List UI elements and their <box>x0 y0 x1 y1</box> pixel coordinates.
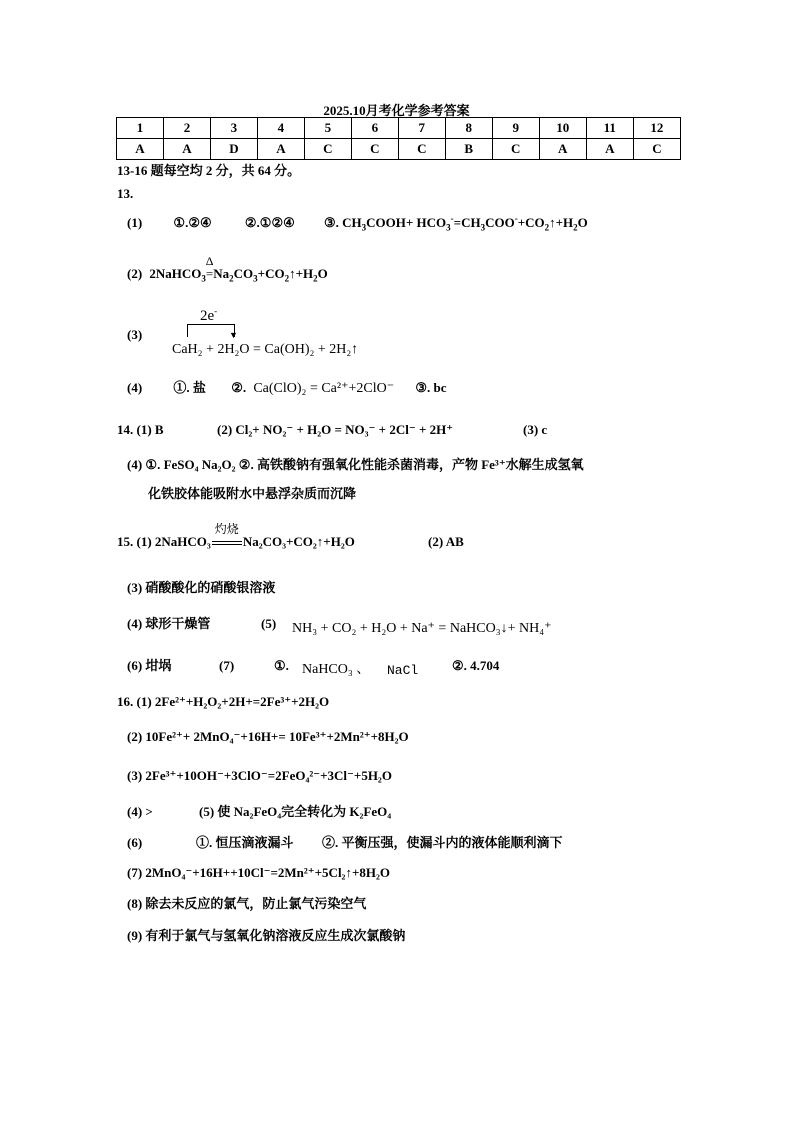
eq-text: COO <box>485 215 515 230</box>
table-cell: A <box>539 139 586 160</box>
electron-transfer-bracket <box>187 324 235 337</box>
q13-p3-equation: CaH₂ + 2H₂O = Ca(OH)₂ + 2H₂↑ <box>172 342 359 357</box>
q16-p5: (5) 使 Na₂FeO₄完全转化为 K₂FeO₄ <box>199 804 392 819</box>
answer-table <box>116 117 681 160</box>
q15-p2: (2) AB <box>428 534 464 549</box>
table-cell: 12 <box>633 118 680 139</box>
eq-text: Na <box>213 266 230 281</box>
eq-text: COOH+ HCO <box>366 215 447 230</box>
eq-text: 2e <box>200 308 215 324</box>
q13-p2-label: (2) <box>127 266 143 281</box>
q15-p7-a-value: NaHCO₃ 、 <box>302 662 371 677</box>
q15-p6: (6) 坩埚 <box>127 658 172 673</box>
q15-p7-a-value2: NaCl <box>387 663 419 678</box>
q13-part1 <box>127 215 588 231</box>
eq-text: ↑+H <box>549 215 574 230</box>
q13-p1-a: ①.②④ <box>173 215 212 230</box>
q14-p2: (2) Cl₂+ NO₂⁻ + H₂O = NO₃⁻ + 2Cl⁻ + 2H⁺ <box>217 422 454 437</box>
eq-text: 15. (1) 2NaHCO₃ <box>117 534 211 549</box>
eq-text: +CO <box>257 266 285 281</box>
q13-p4-b-eq: Ca(ClO)₂ = Ca²⁺+2ClO⁻ <box>253 381 395 396</box>
table-cell: C <box>398 139 445 160</box>
eq-text: CO <box>233 266 254 281</box>
arrow-head-icon: ▼ <box>229 330 238 340</box>
table-cell: 7 <box>398 118 445 139</box>
condition-label: 灼烧 <box>214 522 239 536</box>
eq-text: +CO <box>517 215 545 230</box>
table-cell: 9 <box>492 118 539 139</box>
eq-text: =CH <box>453 215 481 230</box>
q14-p1: 14. (1) B <box>117 422 164 437</box>
heat-arrow: Δ = <box>205 254 214 281</box>
table-row-numbers <box>117 118 681 139</box>
table-cell: B <box>445 139 492 160</box>
table-cell: C <box>492 139 539 160</box>
q16-p7: (7) 2MnO₄⁻+16H++10Cl⁻=2Mn²⁺+5Cl₂↑+8H₂O <box>127 865 390 880</box>
q16-p6-b: ②. 平衡压强，使漏斗内的液体能顺利滴下 <box>322 835 563 850</box>
eq-text: CH <box>342 215 362 230</box>
table-cell: C <box>633 139 680 160</box>
q15-p5-label: (5) <box>261 616 277 631</box>
eq-text: O <box>317 266 328 281</box>
q13-heading: 13. <box>117 186 134 201</box>
q15-p1 <box>117 522 355 550</box>
q16-p8: (8) 除去未反应的氯气，防止氯气污染空气 <box>127 896 367 911</box>
q13-p4-a: ①. 盐 <box>173 380 206 395</box>
eq-text: Na₂CO₃+CO₂↑+H₂O <box>242 534 355 549</box>
table-cell: A <box>117 139 164 160</box>
table-cell: 2 <box>163 118 210 139</box>
table-row-answers <box>117 139 681 160</box>
table-cell: A <box>163 139 210 160</box>
table-cell: C <box>351 139 398 160</box>
q15-p3: (3) 硝酸酸化的硝酸银溶液 <box>127 580 276 595</box>
q16-p3: (3) 2Fe³⁺+10OH⁻+3ClO⁻=2FeO₄²⁻+3Cl⁻+5H₂O <box>127 768 392 783</box>
q13-p4-b: ②. <box>231 380 247 395</box>
table-cell: 11 <box>586 118 633 139</box>
table-cell: 10 <box>539 118 586 139</box>
q13-p1-b: ②.①②④ <box>244 215 295 230</box>
q15-p4: (4) 球形干燥管 <box>127 616 211 631</box>
table-cell: 4 <box>257 118 304 139</box>
q13-p3-label: (3) <box>127 327 143 342</box>
q13-p4-c: ③. bc <box>415 380 447 395</box>
q13-p1-label: (1) <box>127 215 143 230</box>
q13-part2: (2) 2NaHCO$_3$ Δ $=Na_2CO_3+CO_2↑+H_2O$ <box>127 254 328 284</box>
q16-p9: (9) 有利于氯气与氢氧化钠溶液反应生成次氯酸钠 <box>127 928 406 943</box>
ignite-arrow <box>211 522 243 550</box>
q16-p1: 16. (1) 2Fe²⁺+H₂O₂+2H+=2Fe³⁺+2H₂O <box>117 694 330 709</box>
page-title: 2025.10月考化学参考答案 <box>323 103 470 118</box>
eq-text: O <box>577 215 588 230</box>
q15-p7-label: (7) <box>219 658 235 673</box>
table-cell: A <box>257 139 304 160</box>
table-cell: C <box>304 139 351 160</box>
electron-label: 2e- <box>200 306 218 324</box>
q16-p2: (2) 10Fe²⁺+ 2MnO₄⁻+16H+= 10Fe³⁺+2Mn²⁺+8H₂O <box>127 729 409 744</box>
table-cell: A <box>586 139 633 160</box>
q15-p7-b: ②. 4.704 <box>452 658 500 673</box>
table-cell: D <box>210 139 257 160</box>
q13-p1-c: ③. $CH_3COOH+$ $HCO_3^-=CH_3COO^-+CO_2↑+H_2O$ <box>324 213 588 233</box>
q13-p4-label: (4) <box>127 380 143 395</box>
q13-part4 <box>127 380 447 397</box>
table-cell: 6 <box>351 118 398 139</box>
q16-p6-label: (6) <box>127 835 143 850</box>
q14-p3: (3) c <box>523 422 548 437</box>
table-cell: 5 <box>304 118 351 139</box>
scoring-note: 13-16 题每空均 2 分，共 64 分。 <box>117 163 301 178</box>
table-cell: 3 <box>210 118 257 139</box>
q15-p5-equation: NH₃ + CO₂ + H₂O + Na⁺ = NaHCO₃↓+ NH₄⁺ <box>292 621 552 636</box>
eq-text: 2NaHCO <box>149 266 202 281</box>
q14-p4-line2: 化铁胶体能吸附水中悬浮杂质而沉降 <box>148 486 357 501</box>
equals-bar <box>212 541 242 545</box>
q14-p4-line1: (4) ①. FeSO₄ Na₂O₂ ②. 高铁酸钠有强氧化性能杀菌消毒，产物 Fe³⁺水解生成氢氧 <box>127 457 584 472</box>
q15-p7-a: ①. <box>274 658 289 673</box>
delta-symbol: Δ <box>205 254 214 268</box>
q16-p4: (4) > <box>127 804 153 819</box>
eq-text: ↑+H <box>289 266 314 281</box>
q13-p1-c-num: ③. <box>324 215 339 230</box>
table-cell: 8 <box>445 118 492 139</box>
q16-p6-a: ①. 恒压滴液漏斗 <box>196 835 294 850</box>
table-cell: 1 <box>117 118 164 139</box>
